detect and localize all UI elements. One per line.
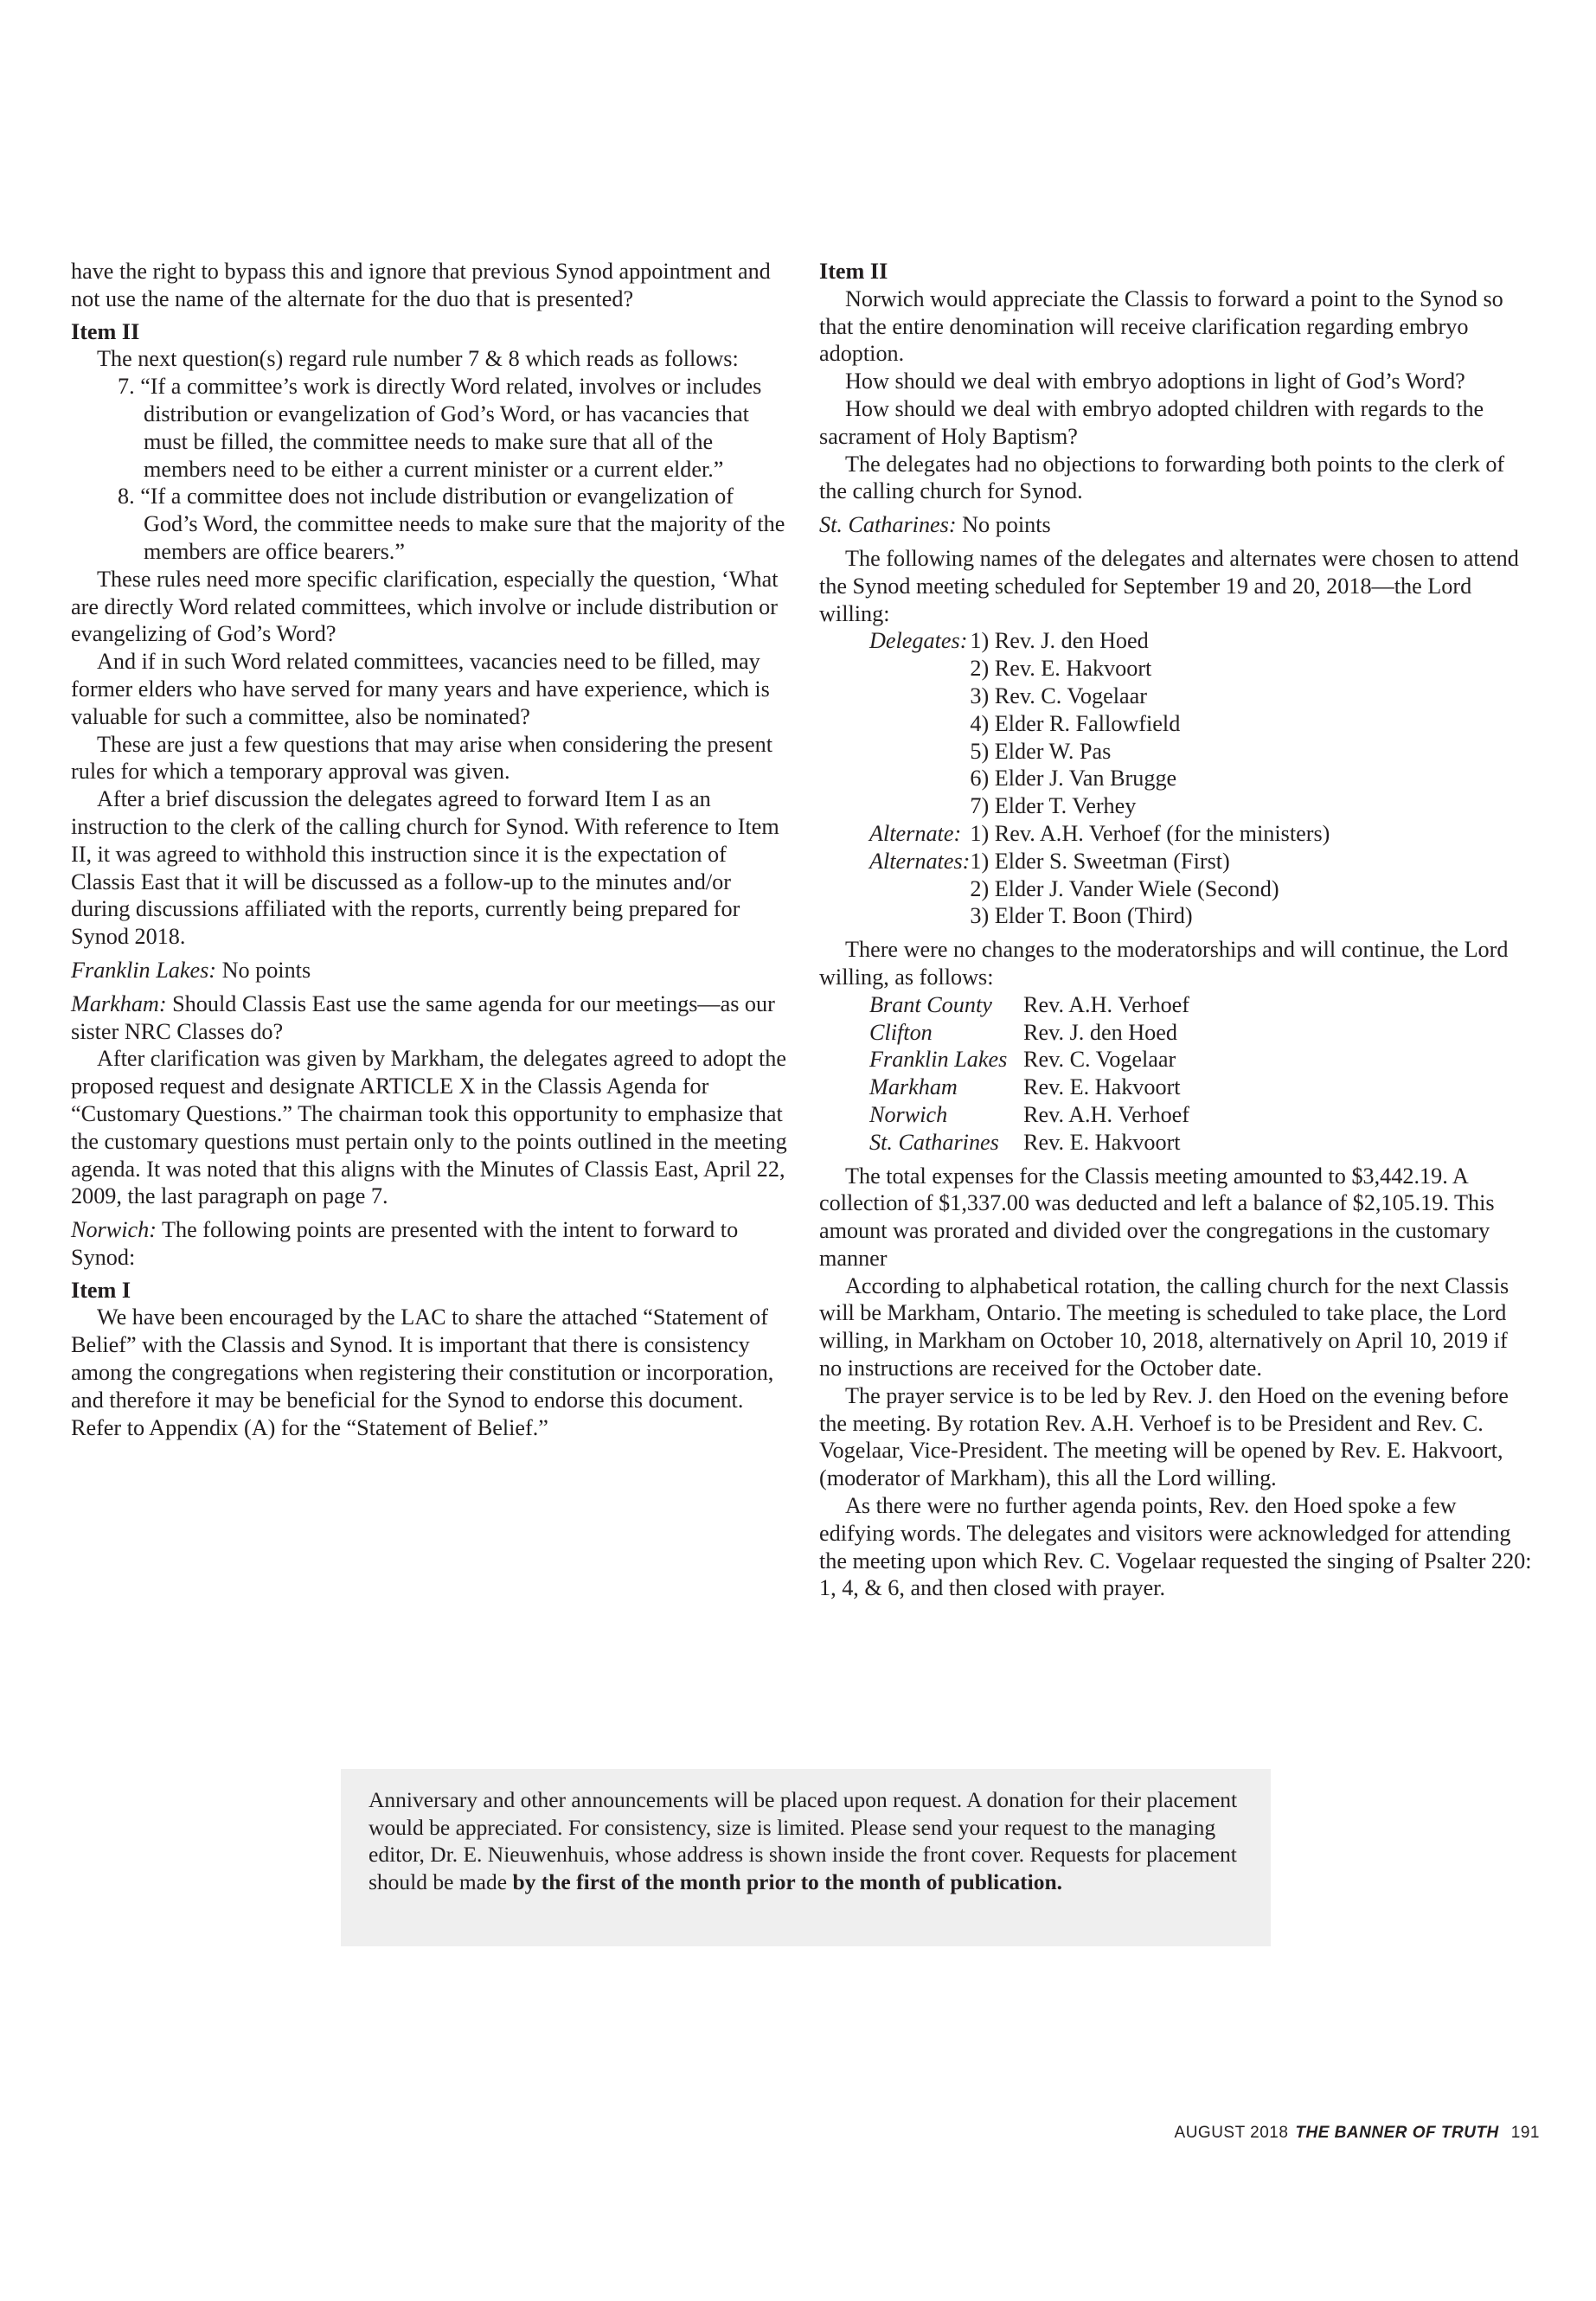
moderator-church: St. Catharines xyxy=(869,1129,999,1155)
paragraph: According to alphabetical rotation, the calling church for the next Classis will be Markham, Ontario. The meeting is scheduled to take place, the Lord willing, in Markham on October 10, 2018, alternatively on April 10, 2019 if no instructions are received for the October date. xyxy=(819,1272,1509,1381)
entry-text: Should Classis East use the same agenda for our meetings—as our sister NRC Classes do? xyxy=(71,990,775,1044)
moderator-rev: Rev. E. Hakvoort xyxy=(1023,1129,1181,1155)
paragraph: The prayer service is to be led by Rev. J. den Hoed on the evening before the meeting. By rotation Rev. A.H. Verhoef is to be President and Rev. C. Vogelaar, Vice-President. The meeting will be opened by Rev. E. Hakvoort, (moderator of Markham), this all the Lord willing. xyxy=(819,1382,1509,1491)
delegate-name: 6) Elder J. Van Brugge xyxy=(970,766,1177,792)
delegate-name: 1) Rev. J. den Hoed xyxy=(970,628,1149,654)
rule-7: 7. “If a committee’s work is directly Word related, involves or includes distribution or evangelization of God’s Word, or has vacancies that must be filled, the committee needs to make sure that all of the members need to be either a current minister or a current elder.” xyxy=(118,374,762,482)
church-label: Norwich: xyxy=(71,1217,157,1243)
delegate-name: 7) Elder T. Verhey xyxy=(970,793,1137,819)
announcement-notice-box xyxy=(341,1769,1271,1946)
delegate-name: 4) Elder R. Fallowfield xyxy=(970,710,1181,736)
delegates-table xyxy=(869,627,1330,930)
markham-entry xyxy=(71,990,789,1046)
st-catharines-entry xyxy=(819,511,1533,539)
moderator-church: Clifton xyxy=(869,1019,933,1045)
paragraph: After clarification was given by Markham, the delegates agreed to adopt the proposed request and designate ARTICLE X in the Classis Agenda for “Customary Questions.” The chairman took this opportunity to emphasize that the customary questions must pertain only to the points outlined in the meeting agenda. It was noted that this aligns with the Minutes of Classis East, April 22, 2009, the last paragraph on page 7. xyxy=(71,1046,787,1209)
moderator-rev: Rev. C. Vogelaar xyxy=(1023,1047,1176,1073)
delegate-name: 5) Elder W. Pas xyxy=(970,738,1112,764)
paragraph: There were no changes to the moderatorships and will continue, the Lord willing, as follows: xyxy=(819,937,1509,990)
paragraph: We have been encouraged by the LAC to share the attached “Statement of Belief” with the Classis and Synod. It is important that there is consistency among the congregations when registering their constitution or incorporation, and therefore it may be beneficial for the Synod to endorse this document. Refer to Appendix (A) for the “Statement of Belief.” xyxy=(71,1304,774,1440)
issue-date: AUGUST 2018 xyxy=(1174,2124,1289,2142)
right-column xyxy=(819,258,1533,1602)
paragraph: After a brief discussion the delegates agreed to forward Item I as an instruction to the clerk of the calling church for Synod. With reference to Item II, it was agreed to withhold this instruction since it is the expectation of Classis East that it will be discussed as a follow-up to the minutes and/or during discussions affiliated with the reports, currently being prepared for Synod 2018. xyxy=(71,786,779,950)
franklin-lakes-entry xyxy=(71,957,789,984)
paragraph: The delegates had no objections to forwarding both points to the clerk of the calling church for Synod. xyxy=(819,451,1505,504)
item-i-heading: Item I xyxy=(71,1277,131,1303)
moderator-rev: Rev. J. den Hoed xyxy=(1023,1019,1177,1045)
church-label: Markham: xyxy=(71,990,167,1016)
entry-text: No points xyxy=(956,512,1051,538)
moderator-rev: Rev. E. Hakvoort xyxy=(1023,1074,1181,1100)
paragraph: And if in such Word related committees, vacancies need to be filled, may former elders who have served for many years and have experience, which is valuable for such a committee, also be nominated? xyxy=(71,649,770,729)
moderator-church: Markham xyxy=(869,1074,958,1100)
alternate-name: 1) Elder S. Sweetman (First) xyxy=(970,848,1230,874)
paragraph: The following names of the delegates and alternates were chosen to attend the Synod meeting scheduled for September 19 and 20, 2018—the Lord willing: xyxy=(819,545,1519,626)
moderator-church: Norwich xyxy=(869,1101,948,1127)
paragraph: The total expenses for the Classis meeting amounted to $3,442.19. A collection of $1,337.00 was deducted and left a balance of $2,105.19. This amount was prorated and divided over the congregations in the customary manner xyxy=(819,1163,1495,1271)
moderators-table xyxy=(869,991,1189,1157)
paragraph: These rules need more specific clarification, especially the question, ‘What are directly Word related committees, which involve or include distribution or evangelizing of God’s Word? xyxy=(71,566,779,647)
alternate-name: 3) Elder T. Boon (Third) xyxy=(970,903,1193,929)
alternate-label: Alternate: xyxy=(869,820,962,846)
page-number: 191 xyxy=(1510,2124,1540,2142)
church-label: St. Catharines: xyxy=(819,512,957,538)
notice-bold-text: by the first of the month prior to the month of publication. xyxy=(512,1868,1063,1894)
delegates-label: Delegates: xyxy=(869,628,968,654)
paragraph: The next question(s) regard rule number 7 & 8 which reads as follows: xyxy=(97,346,739,372)
item-ii-heading: Item II xyxy=(819,259,888,284)
moderator-rev: Rev. A.H. Verhoef xyxy=(1023,1101,1190,1127)
rule-8: 8. “If a committee does not include distribution or evangelization of God’s Word, the committee needs to make sure that the majority of the members are office bearers.” xyxy=(118,484,785,564)
paragraph: These are just a few questions that may arise when considering the present rules for which a temporary approval was given. xyxy=(71,731,773,785)
page-footer xyxy=(1175,2124,1540,2143)
alternates-label: Alternates: xyxy=(869,848,971,874)
paragraph: have the right to bypass this and ignore that previous Synod appointment and not use the name of the alternate for the duo that is presented? xyxy=(71,259,771,311)
paragraph: How should we deal with embryo adopted children with regards to the sacrament of Holy Baptism? xyxy=(819,395,1484,449)
norwich-entry xyxy=(71,1216,789,1272)
paragraph: As there were no further agenda points, Rev. den Hoed spoke a few edifying words. The delegates and visitors were acknowledged for attending the meeting upon which Rev. C. Vogelaar requested the singing of Psalter 220: 1, 4, & 6, and then closed with prayer. xyxy=(819,1493,1532,1601)
delegate-name: 2) Rev. E. Hakvoort xyxy=(970,656,1152,682)
moderator-church: Franklin Lakes xyxy=(869,1047,1008,1073)
alternate-name: 1) Rev. A.H. Verhoef (for the ministers) xyxy=(970,820,1330,846)
alternate-name: 2) Elder J. Vander Wiele (Second) xyxy=(970,875,1279,901)
delegate-name: 3) Rev. C. Vogelaar xyxy=(970,683,1147,708)
notice-text: Anniversary and other announcements will be placed upon request. A donation for their placement would be appreciated. For consistency, size is limited. Please send your request to the managing editor, Dr. E. Nieuwenhuis, whose address is shown inside the front cover. Requests for placement should be made xyxy=(369,1787,1238,1894)
moderator-rev: Rev. A.H. Verhoef xyxy=(1023,991,1190,1017)
magazine-title: THE BANNER OF TRUTH xyxy=(1295,2124,1499,2142)
left-column xyxy=(71,258,789,1441)
moderator-church: Brant County xyxy=(869,991,992,1017)
entry-text: The following points are presented with the intent to forward to Synod: xyxy=(71,1217,739,1270)
paragraph: How should we deal with embryo adoptions in light of God’s Word? xyxy=(845,369,1465,394)
church-label: Franklin Lakes: xyxy=(71,957,217,983)
item-ii-heading: Item II xyxy=(71,318,140,344)
paragraph: Norwich would appreciate the Classis to forward a point to the Synod so that the entire denomination will receive clarification regarding embryo adoption. xyxy=(819,285,1503,367)
entry-text: No points xyxy=(216,957,311,983)
